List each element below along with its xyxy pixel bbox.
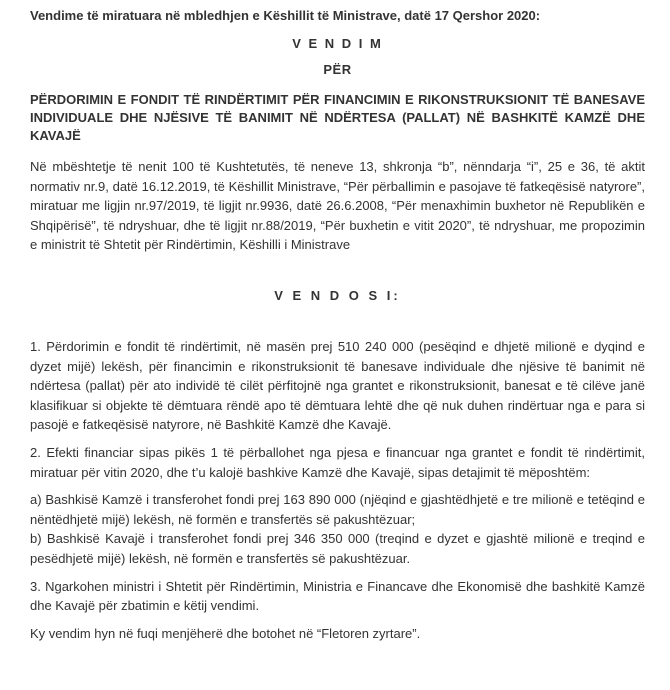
- closing-paragraph: Ky vendim hyn në fuqi menjëherë dhe botohet në “Fletoren zyrtare”.: [30, 625, 421, 641]
- point-1-paragraph: 1. Përdorimin e fondit të rindërtimit, në masën prej 510 240 000 (pesëqind e dhjetë milionë e dyqind e dyzet mijë) lekësh, për financimin e rikonstruksionit të banesave individuale dhe njësive të banimit në ndërtesa (pallat) për ato individë të cilët përfitojnë nga grantet e rikonstruksionit, banesat e të cilëve janë klasifikuar si objekte të dëmtuara rëndë apo të dëmtuara lehtë dhe që nuk duhen rindërtuar nga e para si pasojë e fatkeqësisë natyrore, në Bashkitë Kamzë dhe Kavajë.: [30, 338, 645, 433]
- point-2-paragraph: 2. Efekti financiar sipas pikës 1 të përballohet nga pjesa e financuar nga grantet e fondit të rindërtimit, miratuar për vitin 2020, dhe t’u kalojë bashkive Kamzë dhe Kavajë, sipas detajimit të mëposhtëm:: [30, 444, 645, 480]
- vendim-title: V E N D I M: [292, 36, 383, 51]
- intro-heading: Vendime të miratuara në mbledhjen e Këshillit të Ministrave, datë 17 Qershor 2020:: [30, 8, 541, 23]
- decision-subject: PËRDORIMIN E FONDIT TË RINDËRTIMIT PËR FINANCIMIN E RIKONSTRUKSIONIT TË BANESAVE INDIVIDUALE DHE NJËSIVE TË BANIMIT NË NDËRTESA (PALLAT) NË BASHKITË KAMZË DHE KAVAJË: [30, 92, 645, 143]
- vendosi-title: V E N D O S I:: [274, 287, 401, 303]
- point-2a-paragraph: a) Bashkisë Kamzë i transferohet fondi prej 163 890 000 (njëqind e gjashtëdhjetë e tre milionë e tetëqind e nëntëdhjetë mijë) lekësh, në formën e transfertës së pakushtëzuar;: [30, 492, 645, 527]
- per-title: PËR: [323, 62, 352, 77]
- point-3-paragraph: 3. Ngarkohen ministri i Shtetit për Rindërtimin, Ministria e Financave dhe Ekonomisë dhe bashkitë Kamzë dhe Kavajë për zbatimin e këtij vendimi.: [30, 578, 645, 614]
- decision-document: [30, 6, 645, 643]
- preamble-paragraph: Në mbështetje të nenit 100 të Kushtetutës, të neneve 13, shkronja “b”, nënndarja “i”, 25 e 36, të aktit normativ nr.9, datë 16.12.2019, të Këshillit Ministrave, “Për përballimin e pasojave të fatkeqësisë natyrore”, miratuar me ligjin nr.97/2019, të ligjit nr.9936, datë 26.6.2008, “Për menaxhimin buxhetor në Republikën e Shqipërisë”, të ndryshuar, dhe të ligjit nr.88/2019, “Për buxhetin e vitit 2020”, të ndryshuar, me propozimin e ministrit të Shtetit për Rindërtimin, Këshilli i Ministrave: [30, 159, 645, 253]
- point-2b-paragraph: b) Bashkisë Kavajë i transferohet fondi prej 346 350 000 (treqind e dyzet e gjashtë milionë e treqind e pesëdhjetë mijë) lekësh, në formën e transfertës së pakushtëzuar.: [30, 531, 645, 566]
